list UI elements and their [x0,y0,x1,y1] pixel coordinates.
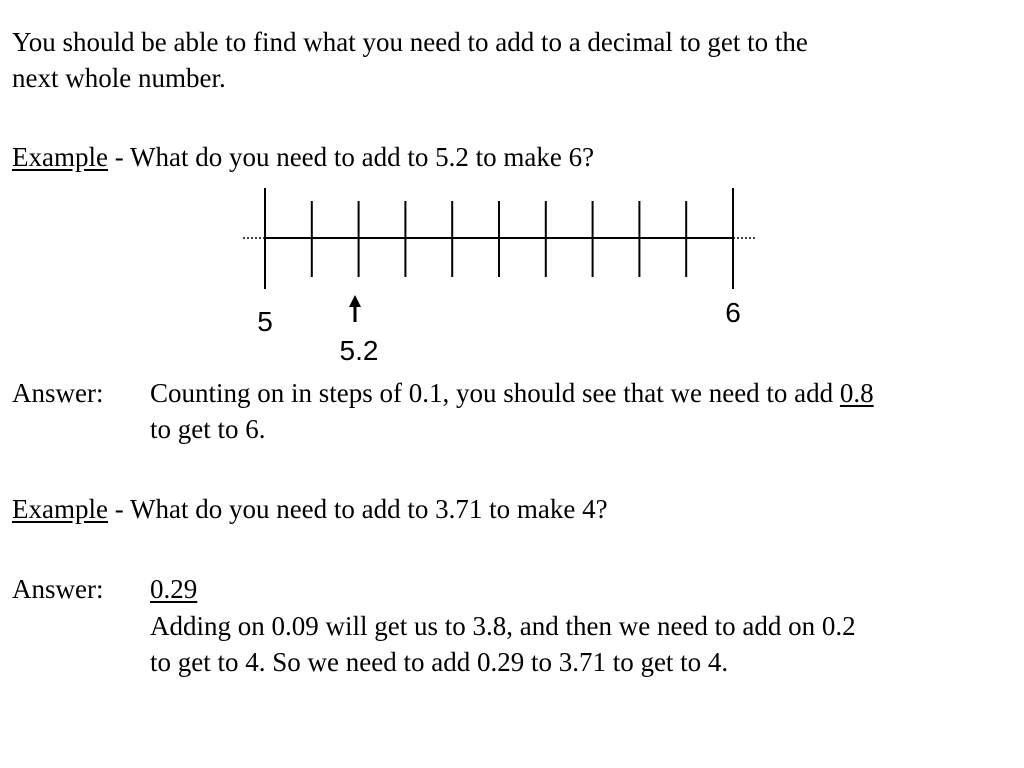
answer-2-label: Answer: [12,574,104,604]
example-label: Example [12,494,108,524]
answer-2-line-3: to get to 4. So we need to add 0.29 to 3.71 to get to 4. [150,647,729,677]
marker-label: 5.2 [339,335,379,366]
answer-1-label: Answer: [12,378,104,408]
answer-2-value [150,571,197,607]
answer-1-line-1 [150,375,874,411]
example-question: - What do you need to add to 5.2 to make 6? [107,142,595,172]
example-label: Example [12,142,108,172]
answer-2-value-text: 0.29 [150,574,198,604]
example-2 [12,491,608,527]
answer-1-line-2: to get to 6. [150,414,266,444]
answer-2-line-2: Adding on 0.09 will get us to 3.8, and then we need to add on 0.2 [150,611,856,641]
answer-1-text: Counting on in steps of 0.1, you should see that we need to add [150,378,840,408]
start-label: 5 [257,306,273,337]
intro-line-2: next whole number. [12,63,226,93]
example-question: - What do you need to add to 3.71 to make 4? [107,494,608,524]
end-label: 6 [725,297,741,328]
arrow-head-icon [349,295,361,307]
answer-1-value: 0.8 [839,378,874,408]
number-line [0,0,1024,380]
intro-line-1: You should be able to find what you need to add to a decimal to get to the [12,27,808,57]
